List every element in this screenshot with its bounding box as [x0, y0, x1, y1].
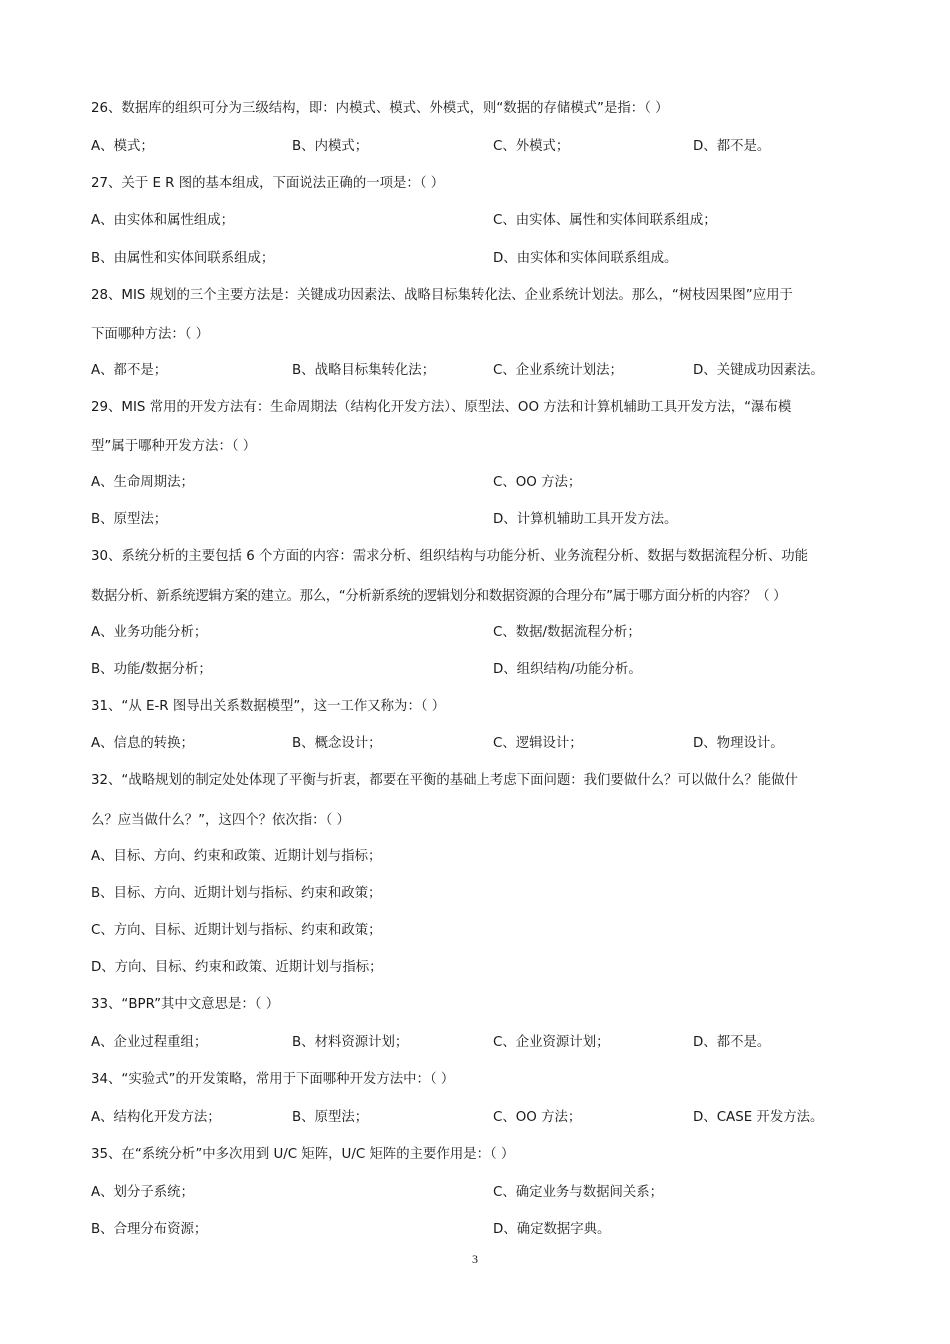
question-33-option-c: C、企业资源计划；	[493, 1035, 610, 1050]
question-35-option-c: C、确定业务与数据间关系；	[493, 1185, 664, 1200]
question-27-option-c: C、由实体、属性和实体间联系组成；	[493, 213, 717, 228]
question-30-stem-line-1: 30、系统分析的主要包括 6 个方面的内容：需求分析、组织结构与功能分析、业务流程分析、数据与数据流程分析、功能	[91, 549, 808, 564]
question-30-option-c: C、数据/数据流程分析；	[493, 625, 641, 640]
question-35-stem: 35、在“系统分析”中多次用到 U/C 矩阵，U/C 矩阵的主要作用是：（ ）	[91, 1147, 515, 1162]
page-number: 3	[472, 1252, 478, 1266]
question-30-option-a: A、业务功能分析；	[91, 625, 208, 640]
question-26-option-d: D、都不是。	[693, 139, 771, 154]
question-28-option-c: C、企业系统计划法；	[493, 363, 623, 378]
question-33-option-a: A、企业过程重组；	[91, 1035, 208, 1050]
question-27-option-a: A、由实体和属性组成；	[91, 213, 235, 228]
question-34-option-c: C、OO 方法；	[493, 1110, 582, 1125]
question-35-option-a: A、划分子系统；	[91, 1185, 194, 1200]
question-32-option-a: A、目标、方向、约束和政策、近期计划与指标；	[91, 849, 382, 864]
question-26-option-a: A、模式；	[91, 139, 154, 154]
question-28-stem-line-1: 28、MIS 规划的三个主要方法是：关键成功因素法、战略目标集转化法、企业系统计划法。那么，“树枝因果图”应用于	[91, 288, 793, 303]
question-31-option-a: A、信息的转换；	[91, 736, 194, 751]
question-35-option-d: D、确定数据字典。	[493, 1222, 611, 1237]
question-26-stem: 26、数据库的组织可分为三级结构，即：内模式、模式、外模式，则“数据的存储模式”是指：（ ）	[91, 101, 669, 116]
question-31-stem: 31、“从 E-R 图导出关系数据模型”，这一工作又称为：（ ）	[91, 699, 446, 714]
question-29-option-c: C、OO 方法；	[493, 475, 582, 490]
question-34-option-a: A、结构化开发方法；	[91, 1110, 221, 1125]
question-33-option-d: D、都不是。	[693, 1035, 771, 1050]
question-28-option-a: A、都不是；	[91, 363, 168, 378]
question-27-option-b: B、由属性和实体间联系组成；	[91, 251, 275, 266]
question-26-option-c: C、外模式；	[493, 139, 570, 154]
question-31-option-b: B、概念设计；	[292, 736, 382, 751]
question-32-option-b: B、目标、方向、近期计划与指标、约束和政策；	[91, 886, 382, 901]
question-28-option-b: B、战略目标集转化法；	[292, 363, 436, 378]
question-29-option-b: B、原型法；	[91, 512, 168, 527]
question-31-option-d: D、物理设计。	[693, 736, 784, 751]
question-27-stem: 27、关于 E R 图的基本组成，下面说法正确的一项是：（ ）	[91, 176, 445, 191]
question-29-stem-line-2: 型”属于哪种开发方法：（ ）	[91, 439, 257, 454]
question-32-option-d: D、方向、目标、约束和政策、近期计划与指标；	[91, 960, 383, 975]
question-30-stem-line-2: 数据分析、新系统逻辑方案的建立。那么，“分析新系统的逻辑划分和数据资源的合理分布”属于哪方面分析的内容？（ ）	[91, 589, 787, 604]
question-29-option-a: A、生命周期法；	[91, 475, 194, 490]
question-34-stem: 34、“实验式”的开发策略，常用于下面哪种开发方法中：（ ）	[91, 1072, 455, 1087]
question-27-option-d: D、由实体和实体间联系组成。	[493, 251, 678, 266]
question-29-option-d: D、计算机辅助工具开发方法。	[493, 512, 678, 527]
question-32-stem-line-2: 么？应当做什么？”，这四个？依次指：（ ）	[91, 813, 350, 828]
question-33-stem: 33、“BPR”其中文意思是：（ ）	[91, 997, 280, 1012]
question-33-option-b: B、材料资源计划；	[292, 1035, 409, 1050]
question-35-option-b: B、合理分布资源；	[91, 1222, 208, 1237]
question-31-option-c: C、逻辑设计；	[493, 736, 583, 751]
question-28-option-d: D、关键成功因素法。	[693, 363, 824, 378]
question-32-stem-line-1: 32、“战略规划的制定处处体现了平衡与折衷，都要在平衡的基础上考虑下面问题：我们要做什么？可以做什么？能做什	[91, 773, 798, 788]
question-34-option-b: B、原型法；	[292, 1110, 369, 1125]
question-32-option-c: C、方向、目标、近期计划与指标、约束和政策；	[91, 923, 382, 938]
question-30-option-d: D、组织结构/功能分析。	[493, 662, 642, 677]
question-34-option-d: D、CASE 开发方法。	[693, 1110, 824, 1125]
question-29-stem-line-1: 29、MIS 常用的开发方法有：生命周期法（结构化开发方法）、原型法、OO 方法和计算机辅助工具开发方法，“瀑布模	[91, 400, 792, 415]
question-30-option-b: B、功能/数据分析；	[91, 662, 212, 677]
question-28-stem-line-2: 下面哪种方法：（ ）	[91, 327, 210, 342]
question-26-option-b: B、内模式；	[292, 139, 369, 154]
